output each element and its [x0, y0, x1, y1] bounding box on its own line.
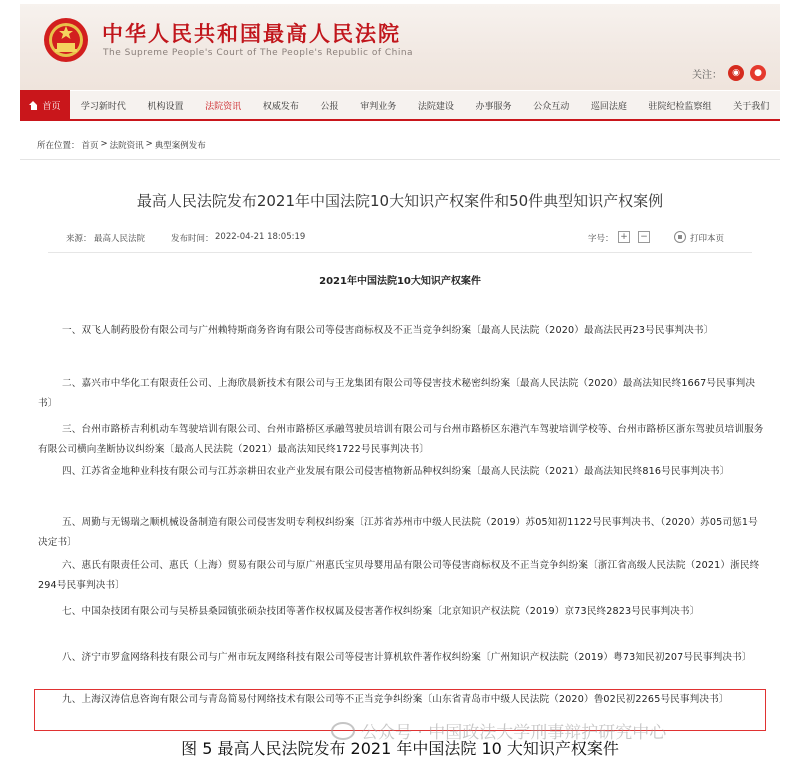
case-item: 八、济宁市罗盒网络科技有限公司与广州市玩友网络科技有限公司等侵害计算机软件著作权纠纷案〔广州知识产权法院（2019）粤73知民初207号民事判决书〕 [62, 652, 752, 663]
wechat-icon[interactable]: ● [750, 65, 766, 81]
article-meta [66, 232, 738, 246]
follow-label: 关注： [692, 69, 722, 81]
weibo-icon[interactable]: ◉ [728, 65, 744, 81]
breadcrumb-court-news[interactable]: 法院资讯 [109, 141, 144, 151]
figure-caption: 图 5 最高人民法院发布 2021 年中国法院 10 大知识产权案件 [181, 739, 619, 758]
breadcrumb-separator: > [145, 139, 153, 149]
case-item: 五、周勤与无锡瑞之顺机械设备制造有限公司侵害发明专利权纠纷案〔江苏省苏州市中级人民法院（2019）苏05知初1122号民事判决书、（2020）苏05司惩1号决定书〕 [38, 517, 758, 548]
case-item: 二、嘉兴市中华化工有限责任公司、上海欣晨新技术有限公司与王龙集团有限公司等侵害技术秘密纠纷案〔最高人民法院（2020）最高法知民终1667号民事判决书〕 [38, 378, 756, 409]
print-icon[interactable] [674, 231, 686, 243]
font-decrease-button[interactable]: − [638, 231, 650, 243]
nav-inspection-group[interactable]: 驻院纪检监察组 [648, 101, 712, 112]
breadcrumb-typical-cases[interactable]: 典型案例发布 [154, 141, 206, 151]
main-nav [20, 91, 780, 121]
home-icon [29, 101, 38, 110]
section-heading: 2021年中国法院10大知识产权案件 [319, 276, 481, 287]
source-label: 来源： [66, 234, 92, 244]
nav-releases[interactable]: 权威发布 [262, 101, 299, 112]
nav-organization[interactable]: 机构设置 [147, 101, 184, 112]
nav-court-news[interactable]: 法院资讯 [205, 101, 242, 112]
divider [20, 159, 780, 160]
case-item-highlighted: 九、上海汉涛信息咨询有限公司与青岛简易付网络技术有限公司等不正当竞争纠纷案〔山东省青岛市中级人民法院（2020）鲁02民初2265号民事判决书〕 [62, 694, 729, 705]
case-item: 三、台州市路桥吉利机动车驾驶培训有限公司、台州市路桥区承融驾驶员培训有限公司与台州市路桥区东港汽车驾驶培训学校等、台州市路桥区浙东驾驶员培训服务有限公司横向垄断协议纠纷案〔最高人民法院（2021）最高法知民终1722号民事判决书〕 [38, 424, 764, 455]
breadcrumb [37, 139, 206, 151]
follow-bar [692, 64, 766, 82]
nav-study[interactable]: 学习新时代 [80, 101, 126, 112]
case-item: 六、惠氏有限责任公司、惠氏（上海）贸易有限公司与原广州惠氏宝贝母婴用品有限公司等侵害商标权及不正当竞争纠纷案〔浙江省高级人民法院（2021）浙民终294号民事判决书〕 [38, 560, 760, 591]
font-increase-button[interactable]: + [618, 231, 630, 243]
nav-gazette[interactable]: 公报 [320, 101, 339, 112]
article-title: 最高人民法院发布2021年中国法院10大知识产权案件和50件典型知识产权案例 [136, 192, 664, 210]
breadcrumb-prefix: 所在位置： [37, 141, 80, 151]
source-value: 最高人民法院 [94, 234, 146, 244]
breadcrumb-home[interactable]: 首页 [81, 141, 99, 151]
nav-interaction[interactable]: 公众互动 [533, 101, 570, 112]
divider [48, 252, 752, 253]
nav-home[interactable] [20, 90, 70, 120]
case-item: 七、中国杂技团有限公司与吴桥县桑园镇张硕杂技团等著作权权属及侵害著作权纠纷案〔北京知识产权法院（2019）京73民终2823号民事判决书〕 [62, 606, 700, 617]
site-title[interactable]: 中华人民共和国最高人民法院 [102, 21, 401, 46]
nav-court-building[interactable]: 法院建设 [417, 101, 454, 112]
case-item: 四、江苏省金地种业科技有限公司与江苏亲耕田农业产业发展有限公司侵害植物新品种权纠纷案〔最高人民法院（2021）最高法知民终816号民事判决书〕 [62, 466, 730, 477]
nav-circuit-courts[interactable]: 巡回法庭 [590, 101, 627, 112]
breadcrumb-separator: > [100, 139, 108, 149]
site-header [20, 4, 780, 90]
font-size-label: 字号： [588, 234, 614, 244]
case-item: 一、双飞人制药股份有限公司与广州赖特斯商务咨询有限公司等侵害商标权及不正当竞争纠纷案〔最高人民法院（2020）最高法民再23号民事判决书〕 [62, 325, 714, 336]
print-button[interactable]: 打印本页 [690, 234, 725, 244]
nav-trial-business[interactable]: 审判业务 [360, 101, 397, 112]
nav-services[interactable]: 办事服务 [475, 101, 512, 112]
publish-time-value: 2022-04-21 18:05:19 [215, 232, 306, 242]
nav-home-label: 首页 [42, 101, 61, 112]
nav-about[interactable]: 关于我们 [733, 101, 770, 112]
national-emblem-icon[interactable] [42, 16, 90, 64]
publish-time-label: 发布时间： [171, 234, 214, 244]
watermark-text: 公众号 · 中国政法大学刑事辩护研究中心 [361, 723, 667, 743]
site-subtitle: The Supreme People's Court of The People's Republic of China [103, 48, 414, 58]
